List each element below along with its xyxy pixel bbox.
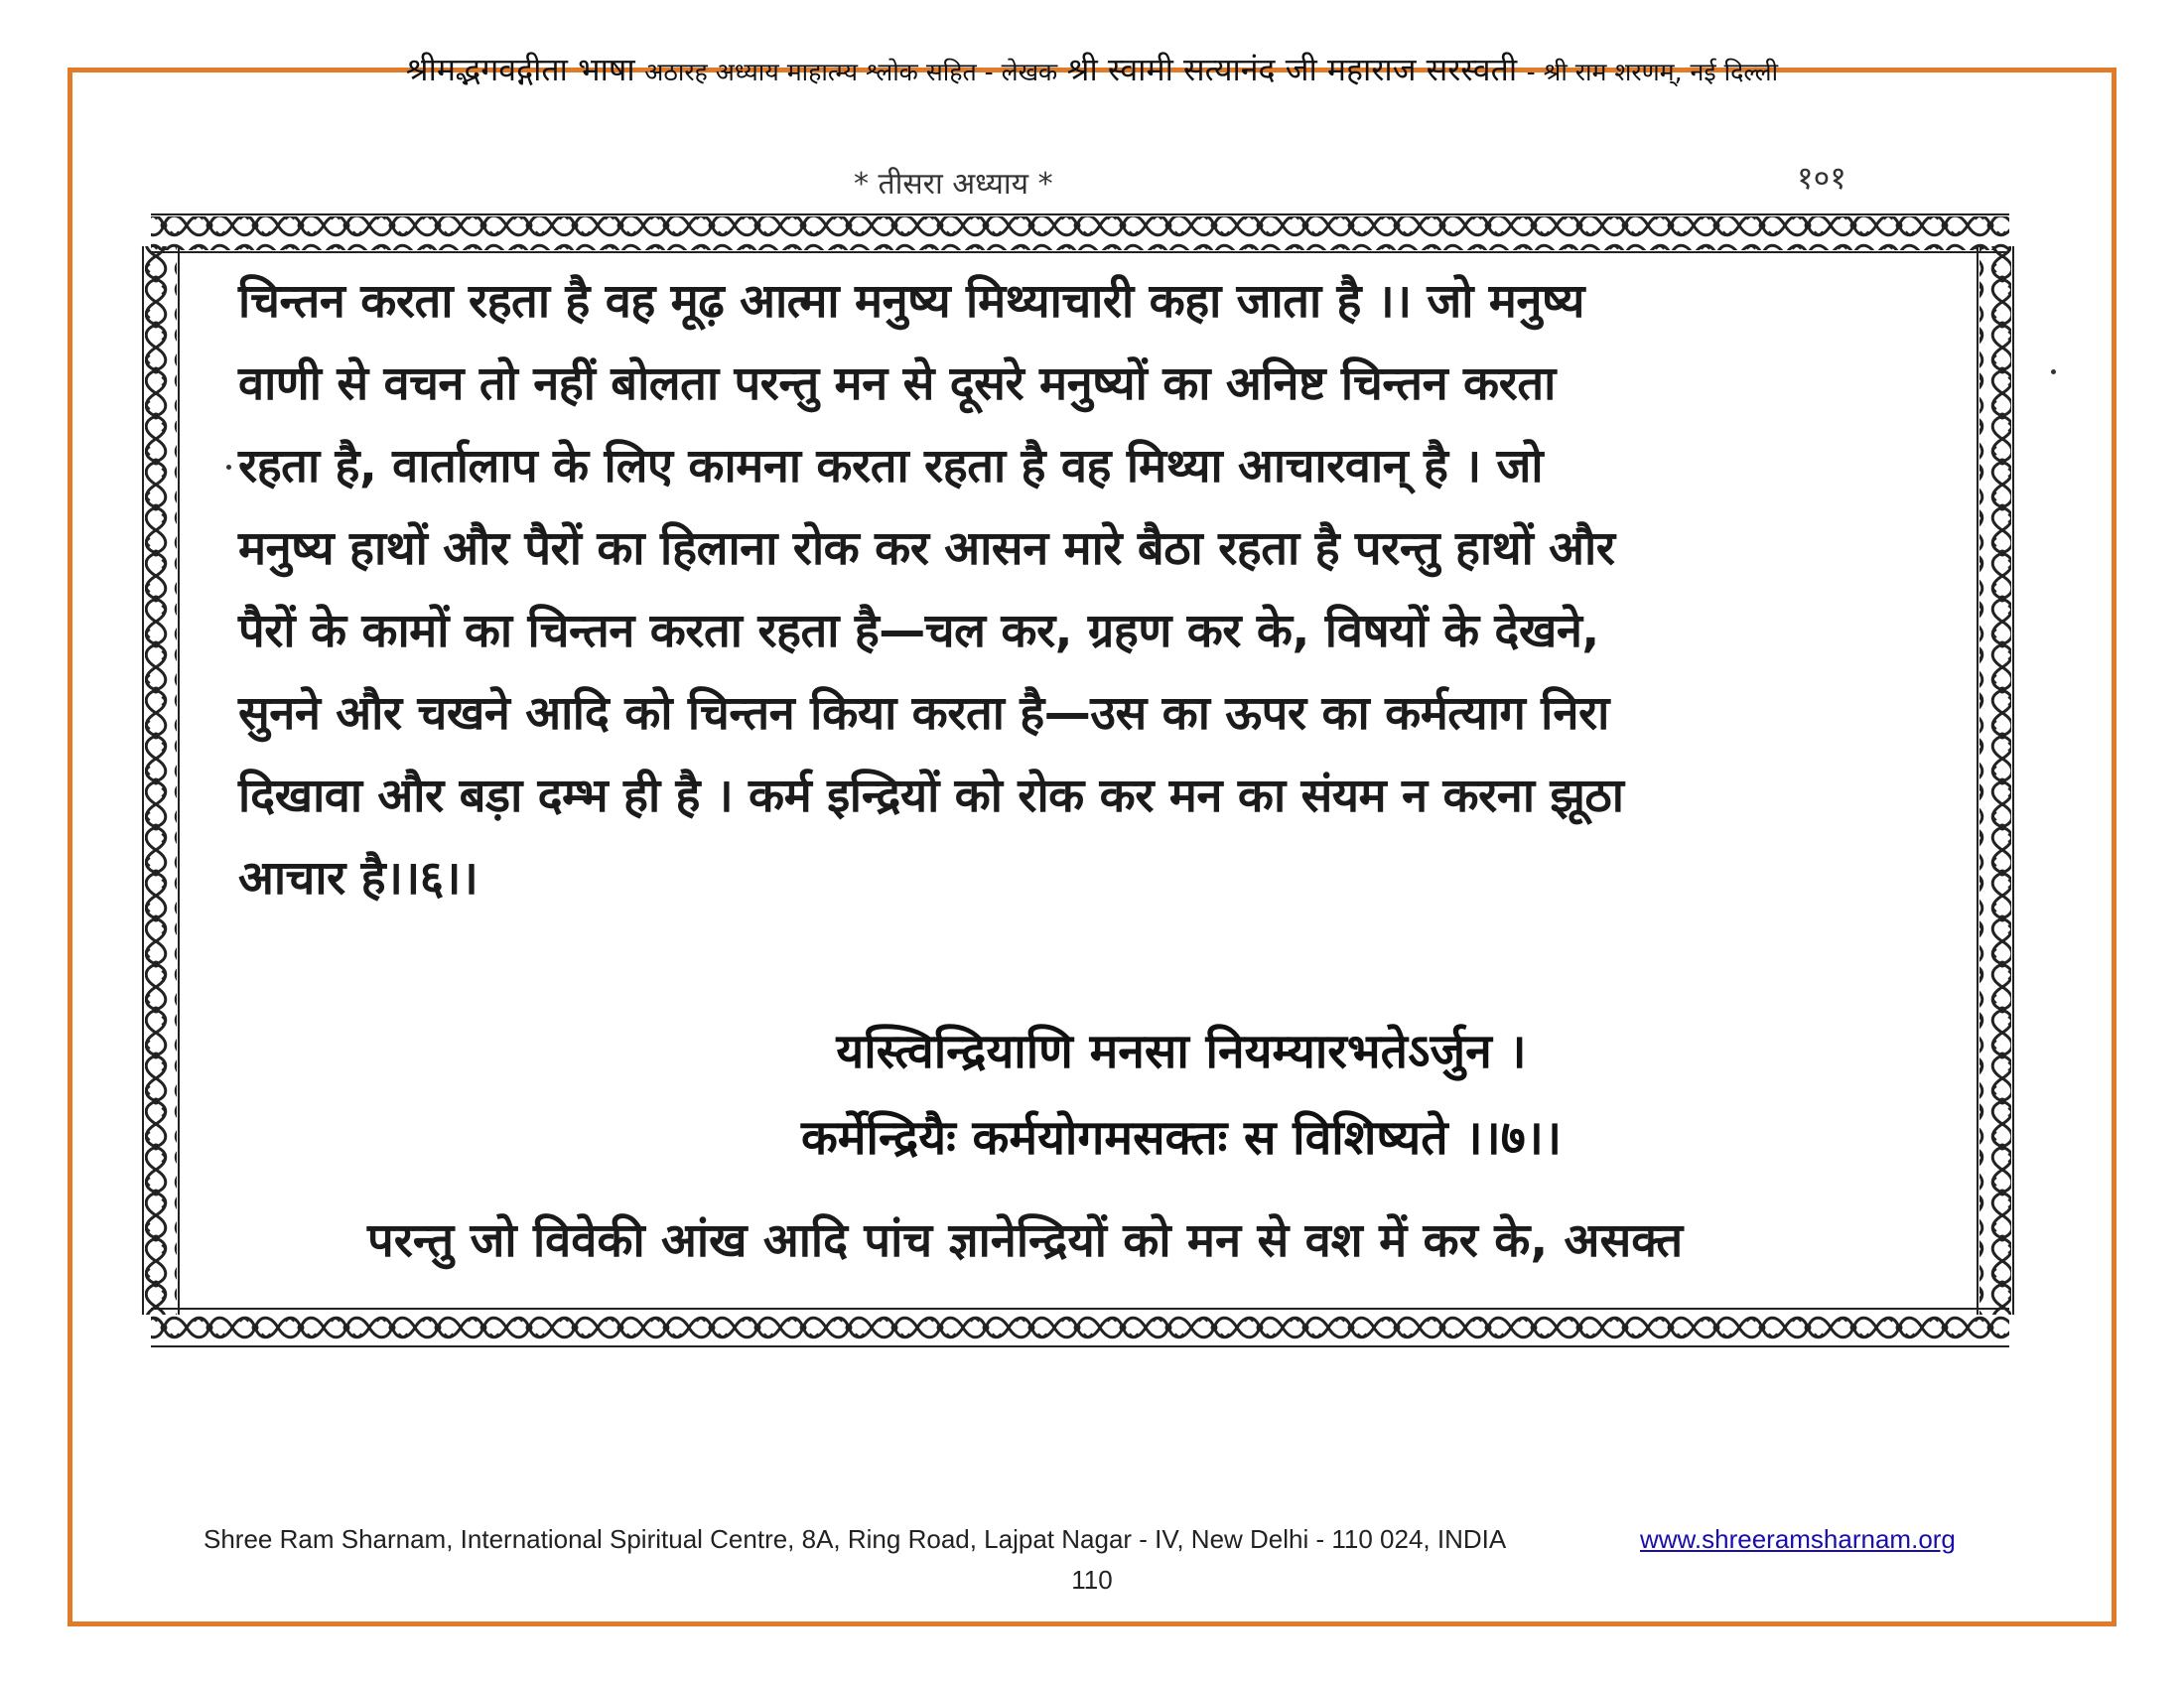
footer-address: Shree Ram Sharnam, International Spiritual Centre, 8A, Ring Road, Lajpat Nagar - IV, New Delhi - 110 024, INDIA <box>204 1524 1507 1554</box>
chapter-title: * तीसरा अध्याय * <box>854 167 1053 202</box>
paragraph-line: वाणी से वचन तो नहीं बोलता परन्तु मन से दूसरे मनुष्यों का अनिष्ट चिन्तन करता <box>238 356 1556 411</box>
document-header <box>0 48 2184 90</box>
paragraph-line: रहता है, वार्तालाप के लिए कामना करता रहता है वह मिथ्या आचारवान् है । जो <box>238 439 1544 493</box>
header-publisher: - श्री राम शरणम्, नई दिल्ली <box>1526 58 1779 86</box>
paragraph-line: आचार है।।६।। <box>238 851 478 906</box>
footer-page-number: 110 <box>1071 1565 1113 1595</box>
paragraph-line: चिन्तन करता रहता है वह मूढ़ आत्मा मनुष्य मिथ्याचारी कहा जाता है ।। जो मनुष्य <box>238 274 1584 329</box>
scan-page-number: १०१ <box>1797 159 1846 197</box>
paragraph-line: दिखावा और बड़ा दम्भ ही है । कर्म इन्द्रियों को रोक कर मन का संयम न करना झूठा <box>238 769 1624 823</box>
verse-line-1: यस्त्विन्द्रियाणि मनसा नियम्यारभतेऽर्जुन । <box>836 1024 1527 1079</box>
continuation-line: परन्तु जो विवेकी आंख आदि पांच ज्ञानेन्द्रियों को मन से वश में कर के, असक्त <box>367 1213 1684 1268</box>
paragraph-block <box>238 260 1921 919</box>
header-title-1: श्रीमद्भगवद्गीता भाषा <box>405 51 635 88</box>
scan-speck <box>2051 369 2056 374</box>
paragraph-line: पैरों के कामों का चिन्तन करता रहता है—चल कर, ग्रहण कर के, विषयों के देखने, <box>238 604 1599 658</box>
paragraph-line: सुनने और चखने आदि को चिन्तन किया करता है—उस का ऊपर का कर्मत्याग निरा <box>238 686 1609 741</box>
header-author: श्री स्वामी सत्यानंद जी महाराज सरस्वती <box>1066 51 1518 88</box>
website-link[interactable]: www.shreeramsharnam.org <box>1640 1524 1956 1554</box>
paragraph-line: मनुष्य हाथों और पैरों का हिलाना रोक कर आसन मारे बैठा रहता है परन्तु हाथों और <box>238 521 1615 576</box>
scan-speck <box>226 465 231 470</box>
header-title-2: अठारह अध्याय माहात्म्य श्लोक सहित - लेखक <box>644 58 1058 86</box>
verse-line-2: कर्मेन्द्रियैः कर्मयोगमसक्तः स विशिष्यते ।।७।। <box>800 1110 1563 1166</box>
